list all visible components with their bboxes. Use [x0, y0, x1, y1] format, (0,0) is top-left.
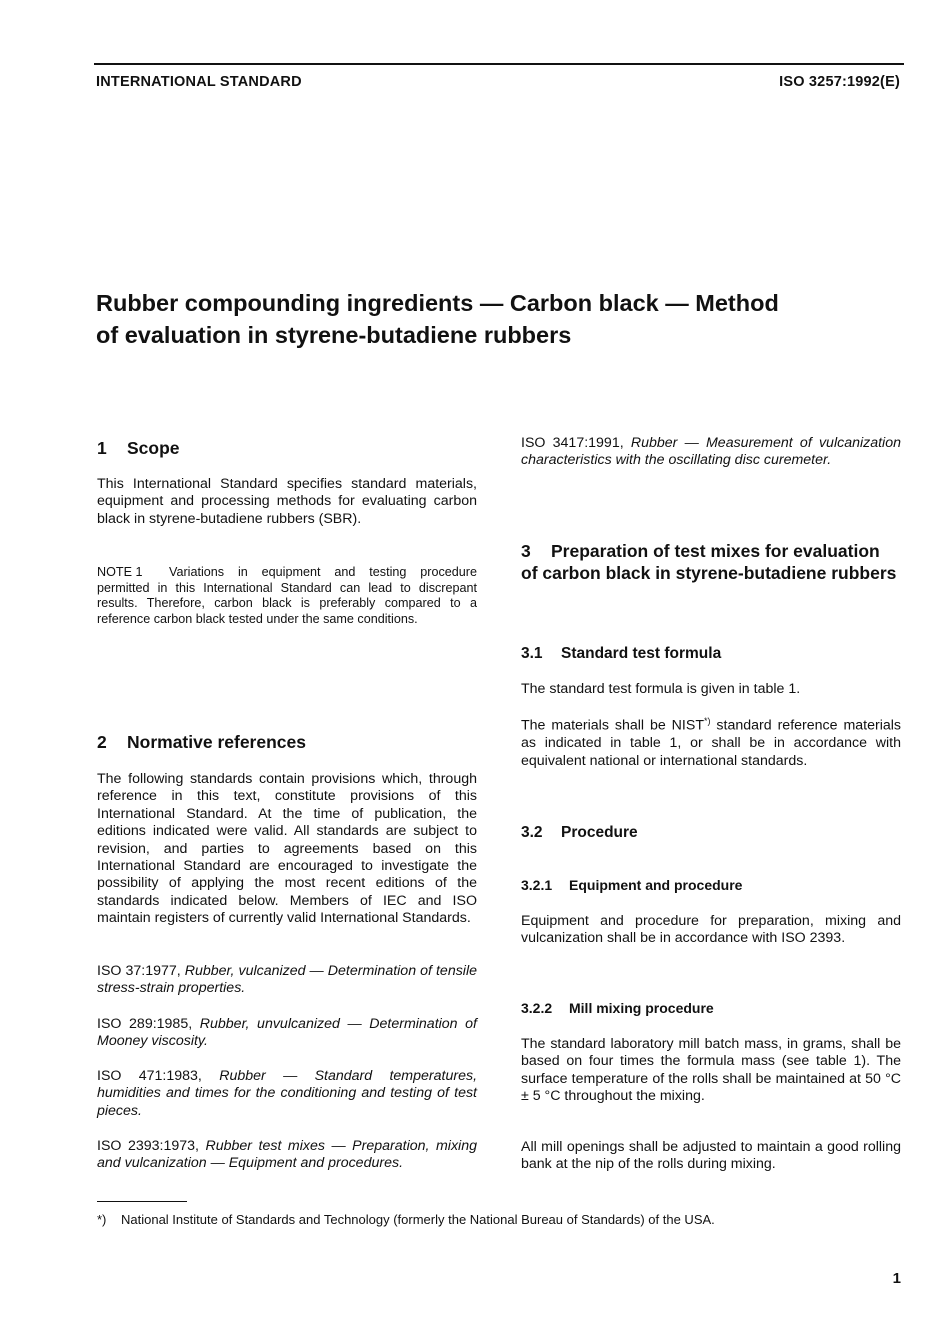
header-standard-label: INTERNATIONAL STANDARD [96, 74, 302, 90]
title-line-1: Rubber compounding ingredients — Carbon black — Method [96, 290, 779, 316]
ref-title: Rubber, unvulcanized — Determination of Mooney viscosity. [97, 1016, 477, 1050]
section-3-title: Preparation of test mixes for evaluation of carbon black in styrene-butadiene rubbers [521, 541, 897, 583]
reference-iso471 [97, 1068, 477, 1120]
section-3-1-body [521, 681, 901, 698]
scope-number: 1 [97, 438, 107, 458]
section-3-2 [521, 824, 901, 841]
section-3-2-2-openings [521, 1139, 901, 1174]
scope-title: Scope [127, 438, 180, 458]
materials-text-start: The materials shall be NIST [521, 717, 704, 734]
section-3-2-2 [521, 1000, 901, 1017]
footnote-mark: *) [97, 1212, 107, 1227]
section-3-2-title: Procedure [561, 824, 638, 841]
scope-heading [97, 437, 477, 459]
section-3-1-materials [521, 713, 901, 770]
reference-iso289 [97, 1016, 477, 1051]
ref-title: Rubber — Standard temperatures, humidities and times for the conditioning and testing of test pieces. [97, 1068, 478, 1119]
section-3-heading [521, 540, 901, 584]
ref-title: Rubber, vulcanized — Determination of tensile stress-strain properties. [97, 963, 477, 997]
normative-heading [97, 731, 477, 753]
reference-iso3417 [521, 435, 901, 470]
normative-intro: The following standards contain provisions which, through reference in this text, constitute provisions of this International Standard. At the time of publication, the editions indicated were valid. All standards are subject to revision, and parties to agreements based on this International Standard are encouraged to investigate the possibility of applying the most recent editions of the standards indicated below. Members of IEC and ISO maintain registers of currently valid International Standards. [97, 771, 477, 927]
note-label: NOTE 1 [97, 565, 143, 579]
ref-code: ISO 2393:1973, [97, 1138, 199, 1154]
header-document-id: ISO 3257:1992(E) [779, 74, 900, 90]
section-3-2-number: 3.2 [521, 824, 543, 841]
normative-number: 2 [97, 732, 107, 752]
scope-text: This International Standard specifies standard materials, equipment and processing methods for evaluating carbon black in styrene-butadiene rubbers (SBR). [97, 476, 477, 527]
section-3-2-2-heading [521, 1000, 901, 1017]
section-3-2-1-title: Equipment and procedure [569, 877, 743, 893]
section-3-1-text: The standard test formula is given in table 1. [521, 681, 801, 697]
section-scope [97, 437, 477, 459]
note-text: Variations in equipment and testing procedure permitted in this International Standard can lead to discrepant results. Therefore, carbon black is preferably compared to a reference carbon black tested under the same conditions. [97, 565, 477, 626]
reference-iso2393 [97, 1138, 477, 1173]
normative-title: Normative references [127, 732, 306, 752]
document-title [96, 287, 876, 351]
section-3-2-1-body [521, 913, 901, 948]
scope-body [97, 476, 477, 528]
section-3-1-number: 3.1 [521, 645, 543, 662]
mill-openings-text: All mill openings shall be adjusted to maintain a good rolling bank at the nip of the rolls during mixing. [521, 1139, 901, 1173]
reference-iso37 [97, 963, 477, 998]
page-number: 1 [892, 1270, 901, 1287]
footnote [97, 1212, 715, 1227]
section-3-2-2-title: Mill mixing procedure [569, 1000, 714, 1016]
materials-text-end: standard reference materials as indicated in table 1, or shall be in accordance with equivalent national or international standards. [521, 717, 901, 769]
section-3-1-title: Standard test formula [561, 645, 722, 662]
ref-code: ISO 3417:1991, [521, 435, 624, 451]
normative-intro-block [97, 771, 477, 928]
ref-code: ISO 37:1977, [97, 963, 181, 979]
mill-batch-text: The standard laboratory mill batch mass, in grams, shall be based on four times the formula mass (see table 1). The surface temperature of the rolls shall be maintained at 50 °C ± 5 °C throughout the mixing. [521, 1036, 901, 1105]
section-3-2-1 [521, 877, 901, 894]
footnote-marker: *) [704, 716, 711, 726]
footnote-text: National Institute of Standards and Technology (formerly the National Bureau of Standards) of the USA. [121, 1212, 715, 1227]
section-3-2-2-number: 3.2.2 [521, 1000, 553, 1016]
ref-code: ISO 471:1983, [97, 1068, 202, 1084]
header-rule [94, 63, 904, 65]
section-3-2-heading [521, 824, 901, 841]
section-3 [521, 540, 901, 584]
scope-note [97, 565, 477, 627]
ref-title: Rubber — Measurement of vulcanization characteristics with the oscillating disc curemeter. [521, 435, 901, 469]
section-3-2-1-text: Equipment and procedure for preparation, mixing and vulcanization shall be in accordance with ISO 2393. [521, 913, 901, 947]
section-3-2-2-body [521, 1036, 901, 1106]
section-normative-references [97, 731, 477, 753]
section-3-1-heading [521, 645, 901, 662]
section-3-number: 3 [521, 541, 531, 561]
ref-code: ISO 289:1985, [97, 1016, 193, 1032]
section-3-1 [521, 645, 901, 662]
title-line-2: of evaluation in styrene-butadiene rubbers [96, 322, 572, 348]
footnote-rule [97, 1201, 187, 1202]
section-3-2-1-heading [521, 877, 901, 894]
ref-title: Rubber test mixes — Preparation, mixing and vulcanization — Equipment and procedures. [97, 1138, 477, 1172]
section-3-2-1-number: 3.2.1 [521, 877, 553, 893]
